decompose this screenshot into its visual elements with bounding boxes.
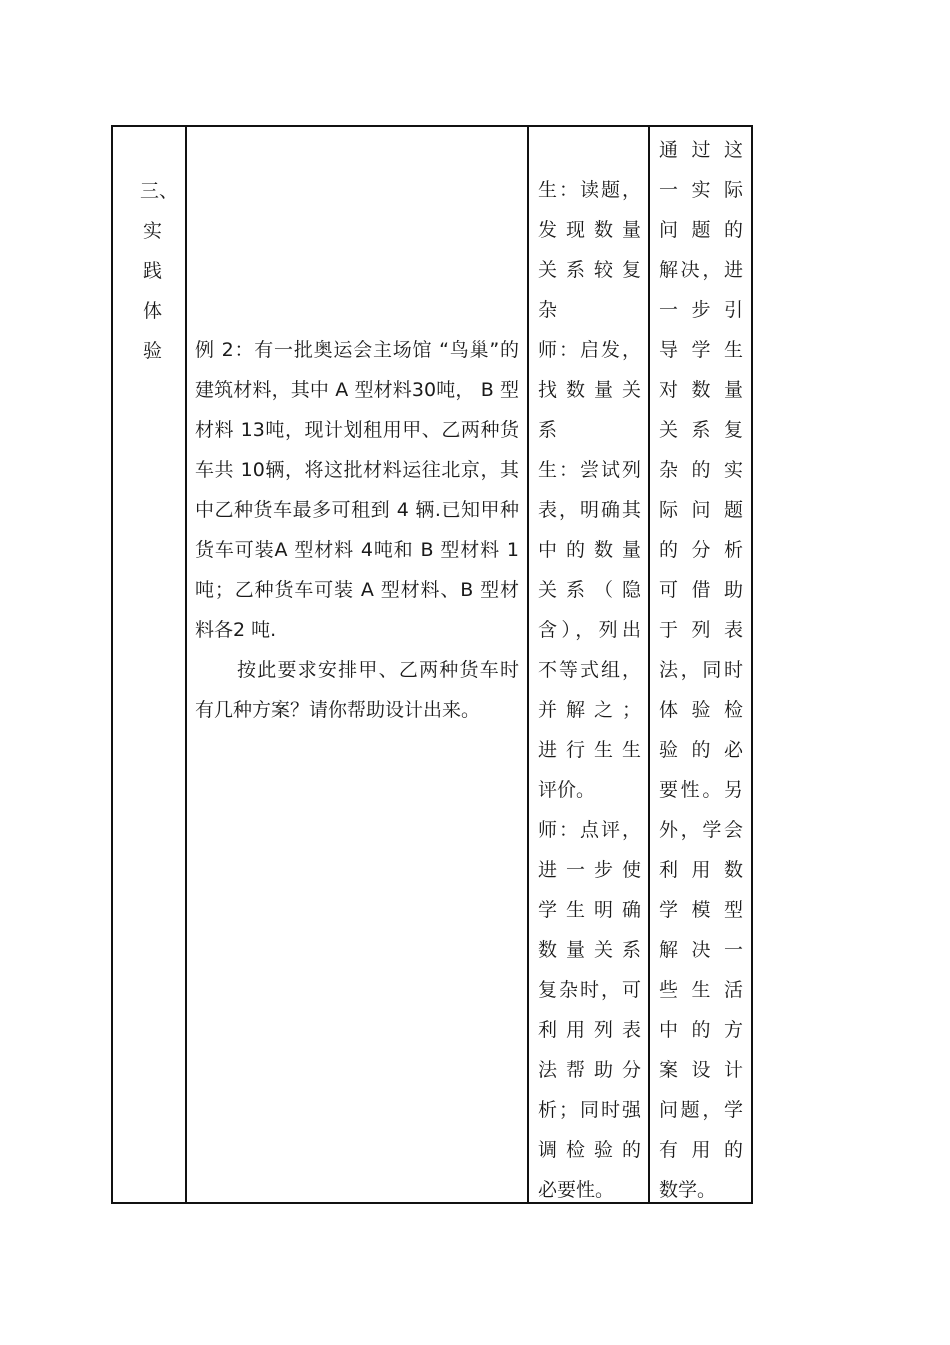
activity-line: 生：尝试列 xyxy=(538,459,641,481)
intent-line: 利用数 xyxy=(659,859,743,881)
intent-line: 案设计 xyxy=(659,1059,743,1081)
intent-line: 解决一 xyxy=(659,939,743,961)
intent-line: 些生活 xyxy=(659,979,743,1001)
activity-line: 复杂时，可 xyxy=(538,979,641,1001)
intent-line: 的分析 xyxy=(659,539,743,561)
intent-line: 问题的 xyxy=(659,219,743,241)
stage-line: 验 xyxy=(143,340,163,362)
intent-line: 可借助 xyxy=(659,579,743,601)
activity-line: 发现数量 xyxy=(538,219,641,241)
intent-line: 通过这 xyxy=(659,139,743,161)
intent-line: 一步引 xyxy=(659,299,743,321)
stage-cell xyxy=(113,127,185,1202)
activity-line: 师：点评， xyxy=(538,819,641,841)
activity-line: 不等式组， xyxy=(538,659,641,681)
activity-line: 学生明确 xyxy=(538,899,641,921)
activity-line: 关系较复 xyxy=(538,259,641,281)
activity-line: 评价。 xyxy=(538,779,596,801)
activity-line: 数量关系 xyxy=(538,939,641,961)
activity-line: 调检验的 xyxy=(538,1139,641,1161)
intent-line: 学模型 xyxy=(659,899,743,921)
activity-line: 并解之； xyxy=(538,699,641,721)
intent-line: 外，学会 xyxy=(659,819,743,841)
intent-line: 数学。 xyxy=(659,1179,717,1201)
activity-line: 进行生生 xyxy=(538,739,641,761)
intent-line: 际问题 xyxy=(659,499,743,521)
activity-line: 表，明确其 xyxy=(538,499,641,521)
activity-line: 师：启发， xyxy=(538,339,641,361)
intent-line: 验的必 xyxy=(659,739,743,761)
example-paragraph: 例 2：有一批奥运会主场馆 “鸟巢”的建筑材料，其中 A 型材料30吨， B 型材料 13吨，现计划租用甲、乙两种货车共 10辆，将这批材料运往北京，其中乙种货车最多可租到 4 辆.已知甲种货车可装A 型材料 4吨和 B 型材料 1吨；乙种货车可装 A 型材料、B 型材料各2 吨. xyxy=(195,339,519,641)
activity-line: 必要性。 xyxy=(538,1179,615,1201)
activity-line: 中的数量 xyxy=(538,539,641,561)
stage-line: 践 xyxy=(143,260,163,282)
intent-line: 问题，学 xyxy=(659,1099,743,1121)
activity-line: 找数量关 xyxy=(538,379,641,401)
intent-line: 要性。另 xyxy=(659,779,743,801)
intent-line: 法，同时 xyxy=(659,659,743,681)
intent-text xyxy=(659,130,743,1202)
example-question: 按此要求安排甲、乙两种货车时有几种方案？请你帮助设计出来。 xyxy=(195,659,519,721)
intent-line: 体验检 xyxy=(659,699,743,721)
stage-line: 体 xyxy=(143,300,163,322)
example-problem xyxy=(195,330,519,730)
stage-line: 实 xyxy=(143,220,163,242)
intent-line: 杂的实 xyxy=(659,459,743,481)
activity-line: 法帮助分 xyxy=(538,1059,641,1081)
activity-line: 杂 xyxy=(538,299,558,321)
activity-text xyxy=(538,170,641,1202)
intent-line: 于列表 xyxy=(659,619,743,641)
stage-line: 三、 xyxy=(140,180,179,202)
intent-line: 对数量 xyxy=(659,379,743,401)
intent-line: 有用的 xyxy=(659,1139,743,1161)
activity-line: 析；同时强 xyxy=(538,1099,641,1121)
stage-title xyxy=(140,171,178,371)
intent-cell xyxy=(650,127,751,1202)
example-cell xyxy=(187,127,527,1202)
activity-line: 含），列出 xyxy=(538,619,641,641)
activity-line: 进一步使 xyxy=(538,859,641,881)
activity-line: 关系（隐 xyxy=(538,579,641,601)
intent-line: 关系复 xyxy=(659,419,743,441)
activity-cell xyxy=(529,127,648,1202)
activity-line: 利用列表 xyxy=(538,1019,641,1041)
activity-line: 生：读题， xyxy=(538,179,641,201)
intent-line: 中的方 xyxy=(659,1019,743,1041)
intent-line: 导学生 xyxy=(659,339,743,361)
activity-line: 系 xyxy=(538,419,558,441)
lesson-table xyxy=(111,125,753,1204)
intent-line: 解决，进 xyxy=(659,259,743,281)
intent-line: 一实际 xyxy=(659,179,743,201)
